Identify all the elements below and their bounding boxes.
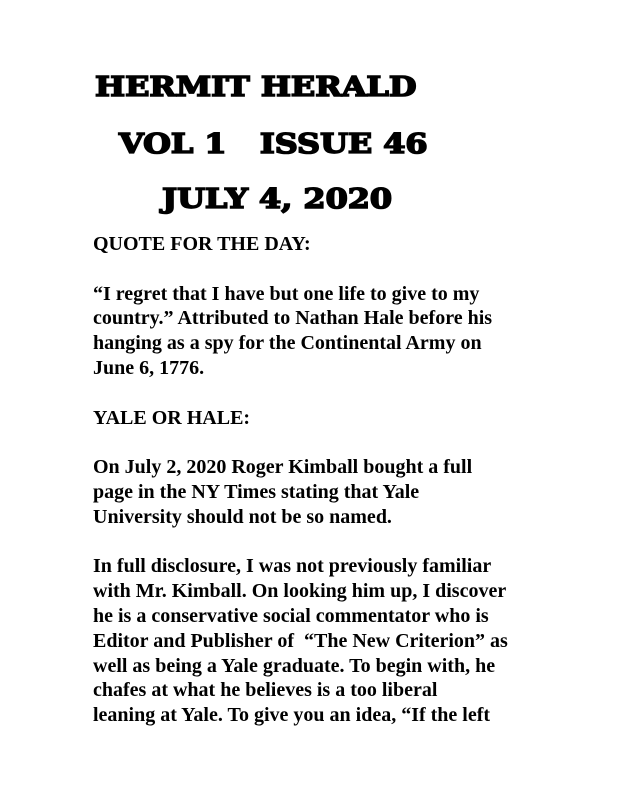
quote-line: country.” Attributed to Nathan Hale before his [93, 307, 493, 330]
paragraph-line: On July 2, 2020 Roger Kimball bought a full [93, 456, 473, 479]
quote-line: hanging as a spy for the Continental Army on [93, 332, 482, 355]
paragraph-two [93, 554, 563, 728]
paragraph-line: page in the NY Times stating that Yale [93, 480, 420, 503]
quote-heading: QUOTE FOR THE DAY: [93, 233, 311, 255]
paragraph-line: he is a conservative social commentator who is [93, 604, 489, 627]
quote-line: June 6, 1776. [93, 356, 205, 379]
paragraph-line: chafes at what he believes is a too liberal [93, 679, 438, 702]
issue-date: JULY 4, 2020 [162, 184, 393, 215]
paragraph-line: with Mr. Kimball. On looking him up, I discover [93, 580, 507, 603]
quote-paragraph [93, 282, 563, 381]
yale-or-hale-heading: YALE OR HALE: [93, 406, 251, 429]
volume-issue: VOL 1 ISSUE 46 [119, 129, 428, 160]
paragraph-line: well as being a Yale graduate. To begin with, he [93, 654, 496, 677]
paragraph-line: In full disclosure, I was not previously familiar [93, 555, 492, 578]
newsletter-title: HERMIT HERALD [95, 72, 417, 103]
paragraph-line: University should not be so named. [93, 505, 392, 528]
quote-line: “I regret that I have but one life to give to my [93, 282, 480, 305]
paragraph-line: leaning at Yale. To give you an idea, “If the left [93, 704, 491, 727]
paragraph-line: Editor and Publisher of “The New Criterion” as [93, 629, 508, 652]
paragraph-one [93, 455, 563, 529]
article-body [93, 232, 563, 753]
